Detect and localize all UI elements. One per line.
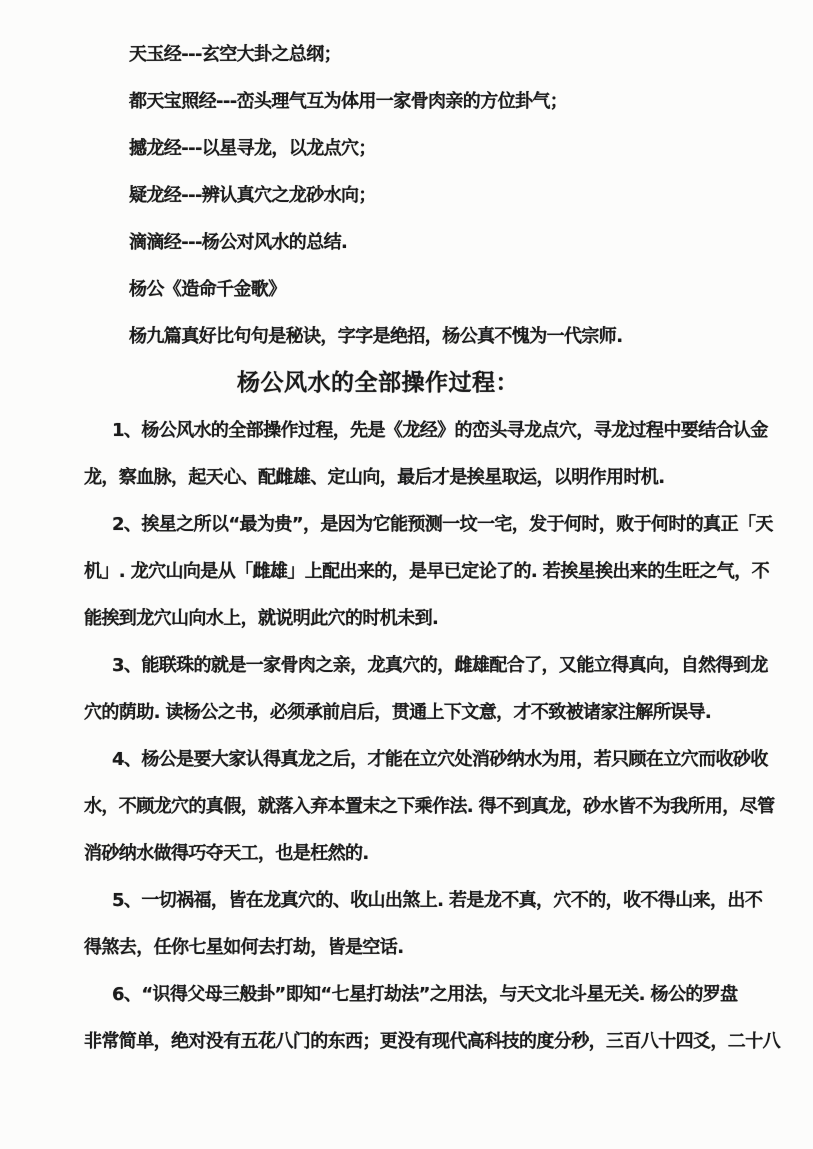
paragraph-line: 6、“识得父母三般卦”即知“七星打劫法”之用法，与天文北斗星无关. 杨公的罗盘 <box>112 984 738 1005</box>
paragraph-line: 得煞去，任你七星如何去打劫，皆是空话. <box>84 937 404 958</box>
scripture-list <box>84 31 742 266</box>
paragraph-line: 5、一切祸福，皆在龙真穴的、收山出煞上. 若是龙不真，穴不的，收不得山来，出不 <box>112 890 763 911</box>
scripture-line: 疑龙经---辨认真穴之龙砂水向； <box>129 185 376 206</box>
paragraph-line: 龙，察血脉，起天心、配雌雄、定山向，最后才是挨星取运，以明作用时机. <box>84 467 665 488</box>
paragraph-line: 消砂纳水做得巧夺天工，也是枉然的. <box>84 843 369 864</box>
book-title-line: 杨公《造命千金歌》 <box>129 279 286 300</box>
paragraph-line: 1、杨公风水的全部操作过程，先是《龙经》的峦头寻龙点穴，寻龙过程中要结合认金 <box>112 420 768 441</box>
document-content <box>84 31 780 1065</box>
scripture-line: 撼龙经---以星寻龙，以龙点穴； <box>129 138 376 159</box>
numbered-paragraph-1 <box>84 407 768 501</box>
paragraph-line: 水，不顾龙穴的真假，就落入弃本置末之下乘作法. 得不到真龙，砂水皆不为我所用，尽管 <box>84 796 775 817</box>
scripture-line: 滴滴经---杨公对风水的总结. <box>129 232 348 253</box>
paragraph-line: 非常简单，绝对没有五花八门的东西；更没有现代高科技的度分秒，三百八十四爻，二十八 <box>84 1031 780 1052</box>
numbered-paragraph-5 <box>84 877 763 971</box>
paragraph-line: 2、挨星之所以“最为贵”，是因为它能预测一坟一宅，发于何时，败于何时的真正「天 <box>112 514 773 535</box>
scripture-line: 天玉经---玄空大卦之总纲； <box>129 44 342 65</box>
paragraph-line: 穴的荫助. 读杨公之书，必须承前启后，贯通上下文意，才不致被诸家注解所误导. <box>84 702 712 723</box>
paragraph-line: 4、杨公是要大家认得真龙之后，才能在立穴处消砂纳水为用，若只顾在立穴而收砂收 <box>112 749 768 770</box>
numbered-paragraph-3 <box>84 642 768 736</box>
numbered-paragraph-2 <box>84 501 773 642</box>
paragraph-line: 3、能联珠的就是一家骨肉之亲，龙真穴的，雌雄配合了，又能立得真向，自然得到龙 <box>112 655 768 676</box>
praise-line: 杨九篇真好比句句是秘诀，字字是绝招，杨公真不愧为一代宗师. <box>129 326 623 347</box>
section-heading: 杨公风水的全部操作过程： <box>237 370 519 396</box>
numbered-paragraph-6 <box>84 971 780 1065</box>
numbered-paragraph-4 <box>84 736 775 877</box>
paragraph-line: 机」. 龙穴山向是从「雌雄」上配出来的，是早已定论了的. 若挨星挨出来的生旺之气，不 <box>84 561 770 582</box>
scripture-line: 都天宝照经---峦头理气互为体用一家骨肉亲的方位卦气； <box>129 91 568 112</box>
paragraph-line: 能挨到龙穴山向水上，就说明此穴的时机未到. <box>84 608 439 629</box>
